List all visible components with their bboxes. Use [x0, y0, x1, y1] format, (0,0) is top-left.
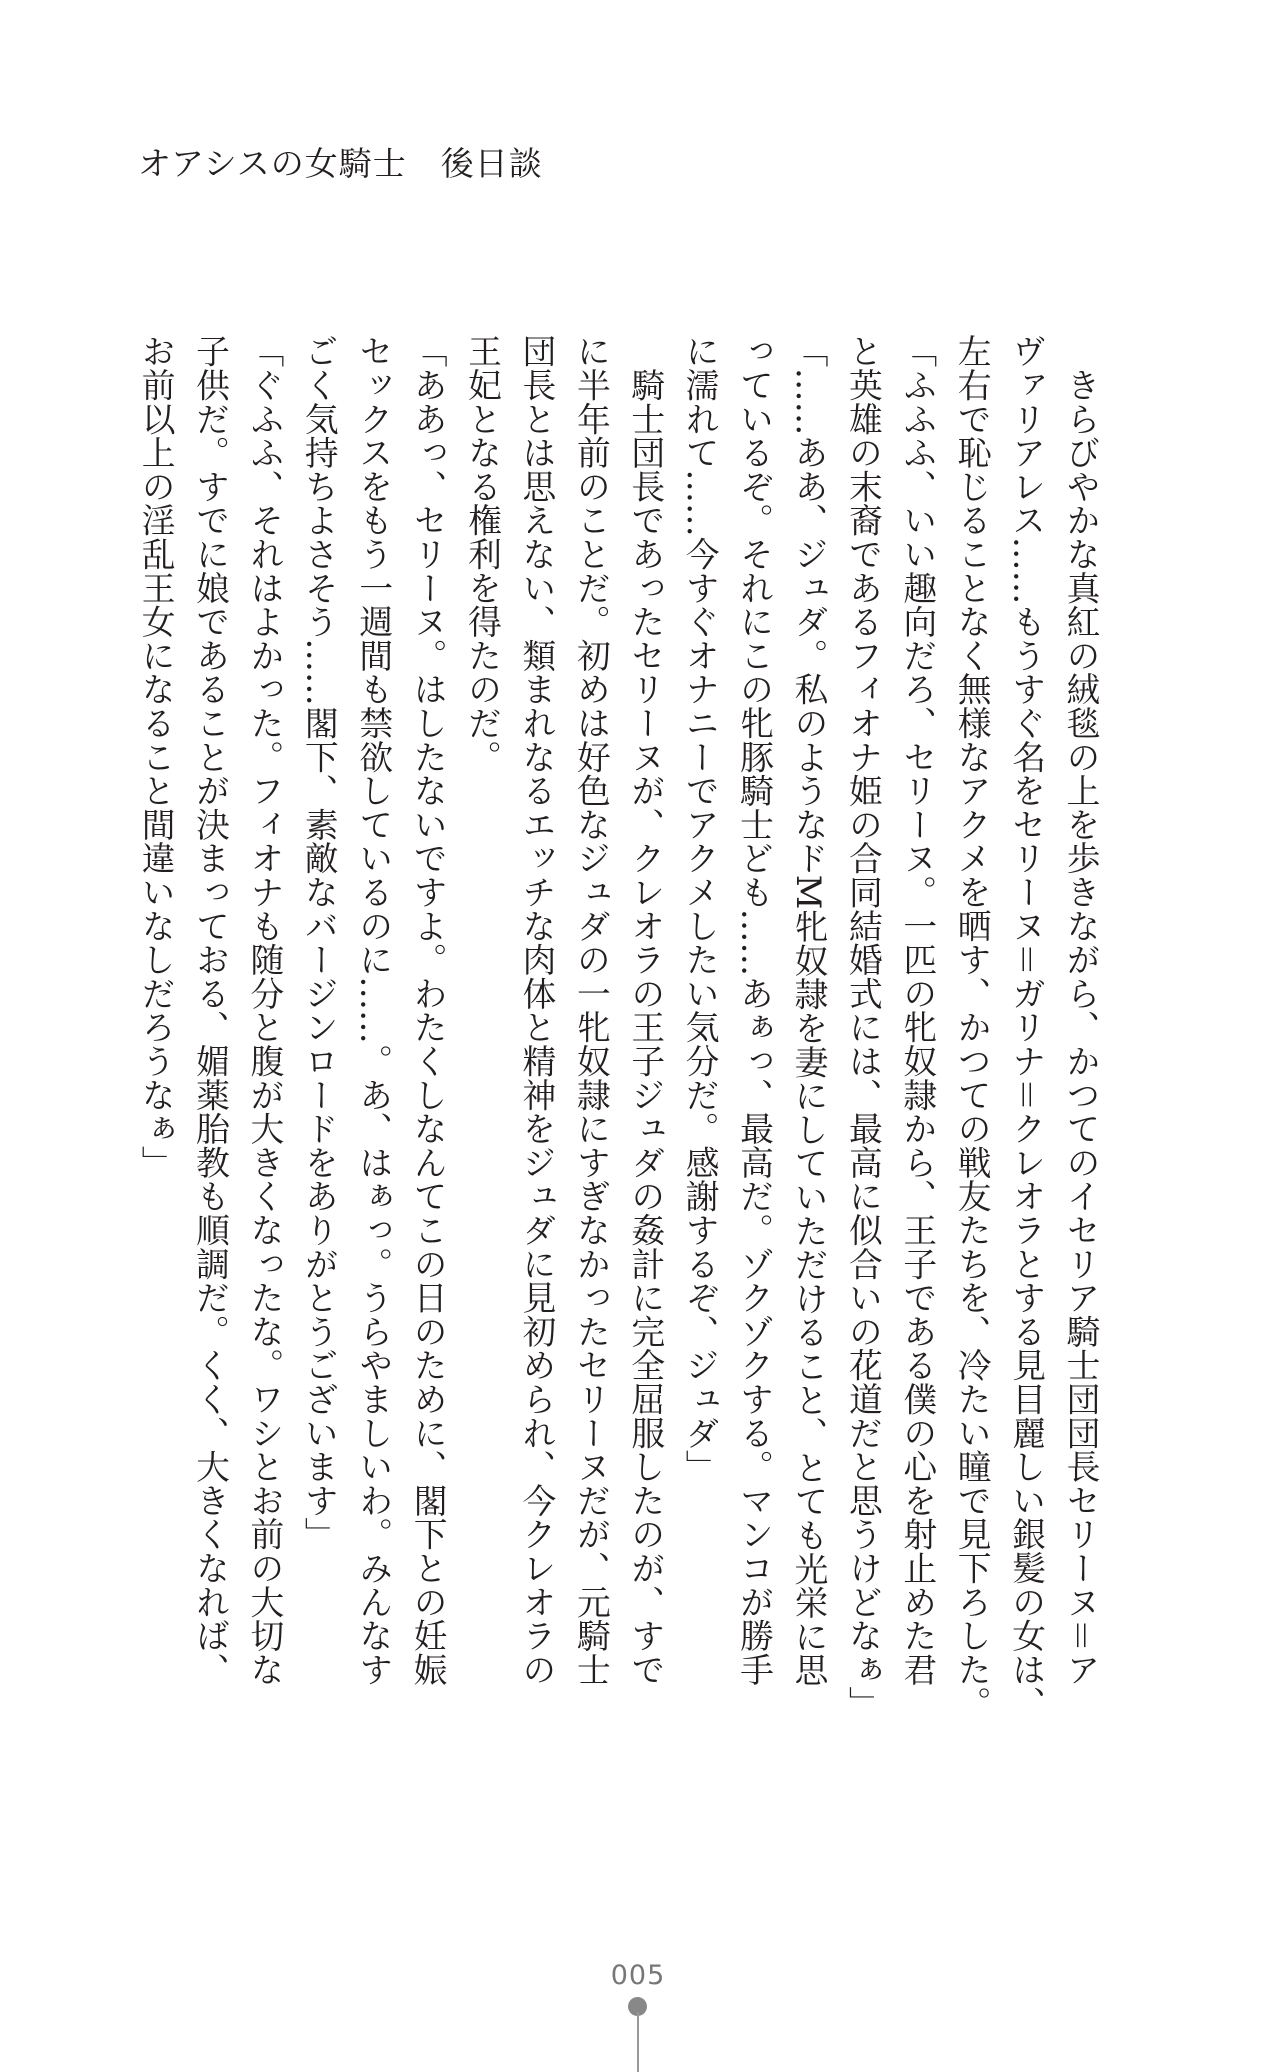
text-line: っているぞ。それにこの牝豚騎士ども……あぁっ、最高だ。ゾクゾクする。マンコが勝手 [734, 334, 774, 1686]
text-line: 「……ああ、ジュダ。私のようなドM牝奴隷を妻にしていただけること、とても光栄に思 [788, 334, 828, 1687]
running-head-title: オアシスの女騎士 後日談 [138, 144, 543, 183]
text-line: 「ふふふ、いい趣向だろ、セリーヌ。一匹の牝奴隷から、王子である僕の心を射止めた君 [897, 334, 937, 1686]
text-line: 子供だ。すでに娘であることが決まっておる、媚薬胎教も順調だ。くく、大きくなれば、 [190, 334, 230, 1686]
text-line: 左右で恥じることなく無様なアクメを晒す、かつての戦友たちを、冷たい瞳で見下ろした。 [952, 334, 992, 1720]
text-line: 「ぐふふ、それはよかった。フィオナも随分と腹が大きくなったな。ワシとお前の大切な [244, 334, 284, 1686]
page-number: 005 [610, 1960, 666, 1991]
text-line: ヴァリアレス……もうすぐ名をセリーヌ＝ガリナ＝クレオラとする見目麗しい銀髪の女は、 [1006, 334, 1046, 1720]
text-line: セックスをもう一週間も禁欲しているのに……。あ、はぁっ。うらやましいわ。みんなす [353, 334, 393, 1686]
text-line: 「ああっ、セリーヌ。はしたないですよ。わたくしなんてこの日のために、閣下との妊娠 [408, 334, 448, 1686]
page-marker-line [637, 2012, 639, 2072]
text-line: 団長とは思えない、類まれなるエッチな肉体と精神をジュダに見初められ、今クレオラの [516, 334, 556, 1686]
text-line: きらびやかな真紅の絨毯の上を歩きながら、かつてのイセリア騎士団団長セリーヌ＝ア [1061, 334, 1100, 1686]
text-line: お前以上の淫乱王女になること間違いなしだろうなぁ」 [136, 334, 176, 1179]
text-line: と英雄の末裔であるフィオナ姫の合同結婚式には、最高に似合いの花道だと思うけどなぁ」 [843, 334, 883, 1720]
text-line: ごく気持ちよさそう……閣下、素敵なバージンロードをありがとうございます」 [299, 334, 339, 1551]
text-line: 騎士団長であったセリーヌが、クレオラの王子ジュダの姦計に完全屈服したのが、すで [625, 334, 665, 1686]
text-line: 王妃となる権利を得たのだ。 [462, 334, 502, 774]
text-line: に濡れて……今すぐオナニーでアクメしたい気分だ。感謝するぞ、ジュダ」 [680, 334, 720, 1484]
vertical-body-text [127, 334, 1107, 1720]
text-line: に半年前のことだ。初めは好色なジュダの一牝奴隷にすぎなかったセリーヌだが、元騎士 [571, 334, 611, 1686]
